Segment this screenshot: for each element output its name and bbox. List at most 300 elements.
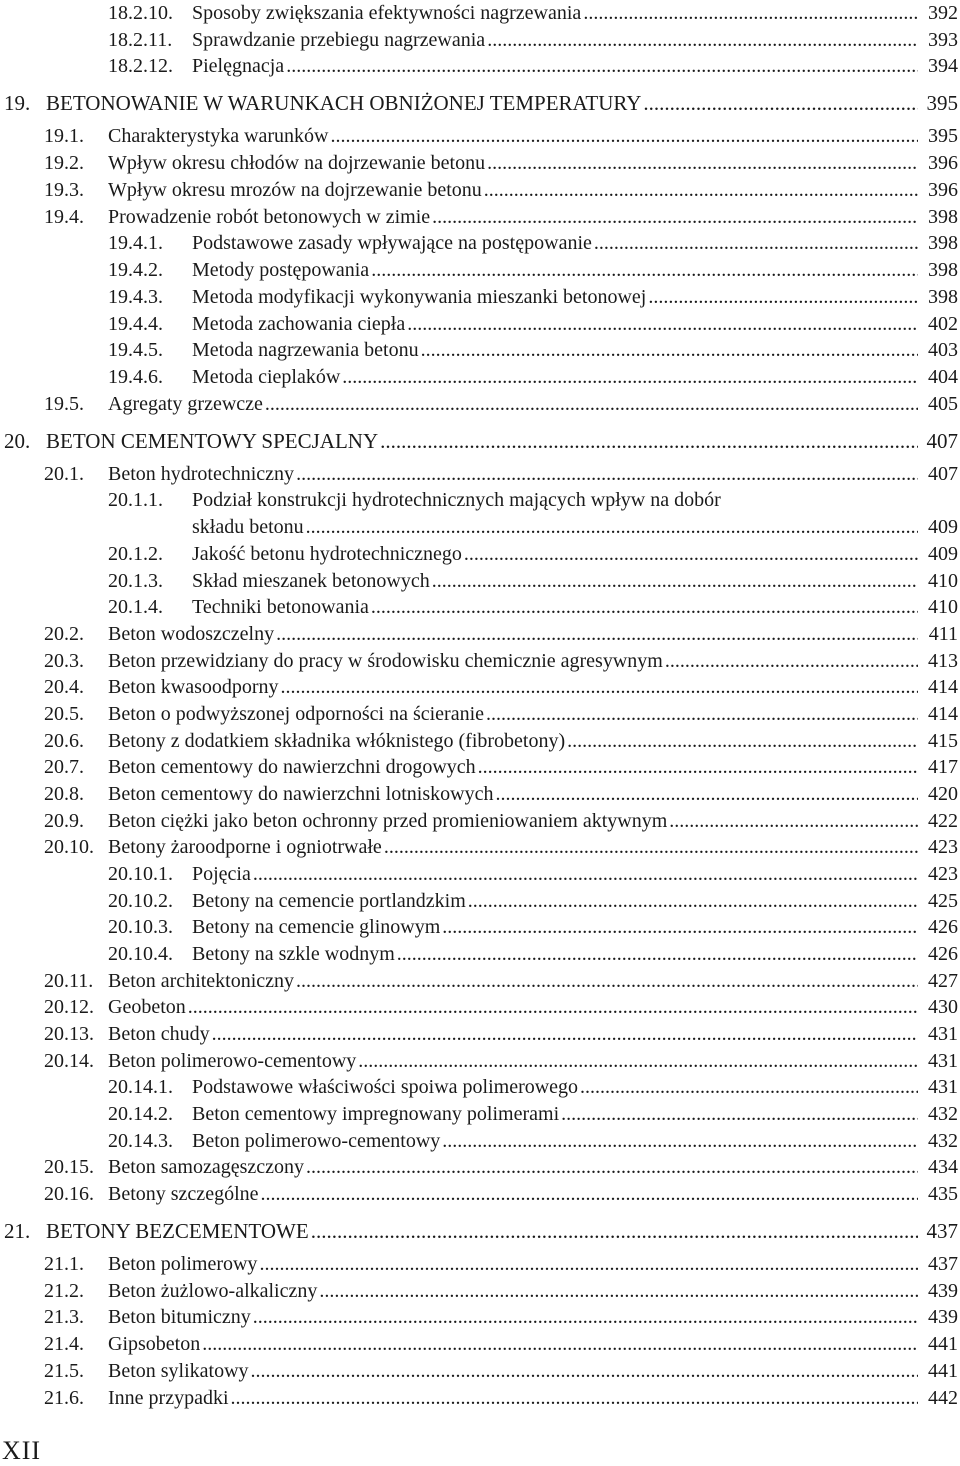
toc-entry-title: Betony z dodatkiem składnika włóknistego (fibrobetony) bbox=[108, 730, 566, 752]
toc-leader-dots bbox=[188, 994, 918, 1020]
toc-entry-row[interactable] bbox=[0, 1181, 960, 1207]
toc-entry-row[interactable] bbox=[0, 861, 960, 887]
toc-page-number: 442 bbox=[928, 1387, 958, 1409]
toc-leader-dots bbox=[487, 150, 918, 176]
toc-entry-title: Betony żaroodporne i ogniotrwałe bbox=[108, 836, 382, 858]
toc-entry-text bbox=[108, 621, 920, 647]
toc-entry-number: 20.10.4. bbox=[108, 943, 173, 965]
toc-entry-text bbox=[192, 53, 920, 79]
toc-page-number: 392 bbox=[928, 2, 958, 24]
toc-entry-title: Beton chudy bbox=[108, 1023, 210, 1045]
toc-leader-dots bbox=[442, 914, 918, 940]
toc-entry-title: Wpływ okresu chłodów na dojrzewanie betonu bbox=[108, 152, 486, 174]
toc-page-number: 420 bbox=[928, 783, 958, 805]
toc-entry-title: Beton polimerowo-cementowy bbox=[192, 1130, 441, 1152]
toc-entry-number: 18.2.10. bbox=[108, 2, 173, 24]
toc-entry-number: 20.1.4. bbox=[108, 596, 163, 618]
toc-entry-number: 20.15. bbox=[44, 1156, 94, 1178]
toc-entry-title: Podział konstrukcji hydrotechnicznych mających wpływ na dobór bbox=[192, 489, 721, 511]
toc-leader-dots bbox=[251, 1358, 918, 1384]
toc-leader-dots bbox=[594, 230, 918, 256]
toc-page-number: 431 bbox=[928, 1076, 958, 1098]
toc-entry-text bbox=[192, 27, 920, 53]
toc-leader-dots bbox=[484, 177, 918, 203]
toc-page-number: 430 bbox=[928, 996, 958, 1018]
toc-entry-number: 20.10. bbox=[44, 836, 94, 858]
toc-entry-number: 19.2. bbox=[44, 152, 84, 174]
toc-entry-title: Beton żużlowo-alkaliczny bbox=[108, 1280, 318, 1302]
toc-page-number: 439 bbox=[928, 1306, 958, 1328]
toc-entry-text bbox=[192, 514, 920, 540]
toc-leader-dots bbox=[487, 27, 918, 53]
toc-entry-text bbox=[108, 968, 920, 994]
toc-entry-row[interactable] bbox=[0, 364, 960, 390]
toc-entry-text bbox=[108, 808, 920, 834]
toc-page-number: 425 bbox=[928, 890, 958, 912]
toc-entry-row[interactable] bbox=[0, 568, 960, 594]
toc-entry-row[interactable] bbox=[0, 257, 960, 283]
toc-entry-row[interactable] bbox=[0, 594, 960, 620]
toc-entry-title: Agregaty grzewcze bbox=[108, 393, 263, 415]
toc-page-number: 410 bbox=[928, 570, 958, 592]
toc-entry-number: 20.14. bbox=[44, 1050, 94, 1072]
toc-entry-title: Betony na cemencie portlandzkim bbox=[192, 890, 466, 912]
toc-page-number: 415 bbox=[928, 730, 958, 752]
toc-entry-text bbox=[192, 861, 920, 887]
toc-entry-row[interactable] bbox=[0, 941, 960, 967]
toc-entry-number: 21.1. bbox=[44, 1253, 84, 1275]
toc-leader-dots bbox=[407, 311, 918, 337]
toc-entry-row[interactable] bbox=[0, 834, 960, 860]
toc-entry-title: Betony szczególne bbox=[108, 1183, 259, 1205]
toc-entry-number: 20. bbox=[4, 429, 31, 453]
toc-entry-text bbox=[192, 1128, 920, 1154]
toc-entry-text bbox=[108, 994, 920, 1020]
toc-entry-text bbox=[192, 364, 920, 390]
toc-entry-title: Beton wodoszczelny bbox=[108, 623, 275, 645]
toc-page-number: 403 bbox=[928, 339, 958, 361]
toc-entry-row[interactable] bbox=[0, 27, 960, 53]
toc-page-number: 423 bbox=[928, 863, 958, 885]
toc-entry-title: Beton kwasoodporny bbox=[108, 676, 279, 698]
toc-page-number: 431 bbox=[928, 1050, 958, 1072]
toc-entry-title: Metoda nagrzewania betonu bbox=[192, 339, 419, 361]
toc-entry-row[interactable] bbox=[0, 204, 960, 230]
toc-entry-number: 20.13. bbox=[44, 1023, 94, 1045]
toc-leader-dots bbox=[567, 728, 918, 754]
toc-leader-dots bbox=[281, 674, 918, 700]
toc-page-number: 437 bbox=[926, 1219, 958, 1243]
toc-entry-number: 20.2. bbox=[44, 623, 84, 645]
toc-entry-row[interactable] bbox=[0, 487, 960, 513]
toc-entry-text bbox=[108, 1154, 920, 1180]
toc-entry-text bbox=[108, 391, 920, 417]
toc-entry-title: Podstawowe właściwości spoiwa polimerowego bbox=[192, 1076, 579, 1098]
toc-entry-number: 20.8. bbox=[44, 783, 84, 805]
toc-entry-row[interactable] bbox=[0, 1128, 960, 1154]
toc-entry-title: składu betonu bbox=[192, 516, 304, 538]
toc-entry-number: 19.4.2. bbox=[108, 259, 163, 281]
toc-leader-dots bbox=[665, 648, 918, 674]
toc-entry-row[interactable] bbox=[0, 123, 960, 149]
toc-entry-title: Betony na cemencie glinowym bbox=[192, 916, 441, 938]
toc-entry-text bbox=[108, 754, 920, 780]
toc-leader-dots bbox=[421, 337, 918, 363]
toc-entry-title: Beton architektoniczny bbox=[108, 970, 295, 992]
toc-page-number: 431 bbox=[928, 1023, 958, 1045]
toc-entry-row[interactable] bbox=[0, 230, 960, 256]
toc-entry-number: 20.16. bbox=[44, 1183, 94, 1205]
toc-entry-number: 21.4. bbox=[44, 1333, 84, 1355]
toc-entry-row[interactable] bbox=[0, 674, 960, 700]
toc-entry-number: 21.5. bbox=[44, 1360, 84, 1382]
toc-entry-row[interactable] bbox=[0, 701, 960, 727]
toc-page-number: 393 bbox=[928, 29, 958, 51]
toc-entry-title: Metoda cieplaków bbox=[192, 366, 341, 388]
toc-entry-title: Techniki betonowania bbox=[192, 596, 369, 618]
toc-entry-number: 20.12. bbox=[44, 996, 94, 1018]
toc-entry-text bbox=[192, 568, 920, 594]
toc-leader-dots bbox=[306, 514, 918, 540]
toc-page-number: 411 bbox=[928, 623, 958, 645]
toc-entry-row[interactable] bbox=[0, 968, 960, 994]
toc-entry-text bbox=[192, 284, 920, 310]
toc-entry-text bbox=[192, 941, 920, 967]
toc-entry-number: 20.1.3. bbox=[108, 570, 163, 592]
toc-entry-row[interactable] bbox=[0, 514, 960, 540]
toc-entry-number: 20.1.2. bbox=[108, 543, 163, 565]
toc-page-number: 441 bbox=[928, 1360, 958, 1382]
toc-entry-row[interactable] bbox=[0, 337, 960, 363]
toc-entry-number: 20.3. bbox=[44, 650, 84, 672]
toc-leader-dots bbox=[442, 1128, 918, 1154]
toc-entry-title: Beton hydrotechniczny bbox=[108, 463, 295, 485]
toc-page-number: 427 bbox=[928, 970, 958, 992]
toc-leader-dots bbox=[342, 364, 918, 390]
toc-entry-text bbox=[108, 648, 920, 674]
toc-entry-number: 20.14.3. bbox=[108, 1130, 173, 1152]
toc-entry-text bbox=[108, 1251, 920, 1277]
toc-entry-row[interactable] bbox=[0, 781, 960, 807]
toc-leader-dots bbox=[468, 888, 918, 914]
toc-page-number: 396 bbox=[928, 152, 958, 174]
toc-entry-row[interactable] bbox=[0, 1278, 960, 1304]
toc-entry-number: 21.3. bbox=[44, 1306, 84, 1328]
toc-leader-dots bbox=[432, 568, 918, 594]
toc-entry-text bbox=[192, 257, 920, 283]
toc-entry-number: 20.6. bbox=[44, 730, 84, 752]
toc-entry-title: Beton przewidziany do pracy w środowisku chemicznie agresywnym bbox=[108, 650, 663, 672]
page-number-roman: XII bbox=[2, 1436, 42, 1465]
toc-entry-title: Sprawdzanie przebiegu nagrzewania bbox=[192, 29, 486, 51]
toc-leader-dots bbox=[380, 428, 918, 454]
toc-entry-title: Beton cementowy do nawierzchni drogowych bbox=[108, 756, 476, 778]
toc-leader-dots bbox=[212, 1021, 918, 1047]
toc-page-number: 405 bbox=[928, 393, 958, 415]
toc-entry-number: 19. bbox=[4, 91, 31, 115]
toc-entry-row[interactable] bbox=[0, 754, 960, 780]
toc-entry-row[interactable] bbox=[0, 1331, 960, 1357]
toc-entry-row[interactable] bbox=[0, 1021, 960, 1047]
toc-entry-title: Metody postępowania bbox=[192, 259, 370, 281]
toc-entry-row[interactable] bbox=[0, 728, 960, 754]
toc-entry-row[interactable] bbox=[0, 1358, 960, 1384]
toc-entry-title: Beton o podwyższonej odporności na ścieranie bbox=[108, 703, 485, 725]
toc-entry-number: 19.3. bbox=[44, 179, 84, 201]
toc-chapter-row[interactable] bbox=[0, 1218, 960, 1244]
toc-page-number: 414 bbox=[928, 676, 958, 698]
toc-entry-number: 19.4.6. bbox=[108, 366, 163, 388]
toc-entry-title: Wpływ okresu mrozów na dojrzewanie betonu bbox=[108, 179, 482, 201]
toc-entry-row[interactable] bbox=[0, 1101, 960, 1127]
toc-entry-row[interactable] bbox=[0, 1385, 960, 1411]
toc-page-number: 423 bbox=[928, 836, 958, 858]
toc-entry-number: 19.5. bbox=[44, 393, 84, 415]
toc-entry-text bbox=[192, 541, 920, 567]
toc-entry-text bbox=[192, 230, 920, 256]
toc-entry-text bbox=[108, 834, 920, 860]
toc-entry-text bbox=[108, 461, 920, 487]
toc-leader-dots bbox=[202, 1331, 918, 1357]
toc-entry-number: 19.4.3. bbox=[108, 286, 163, 308]
toc-leader-dots bbox=[253, 861, 918, 887]
toc-entry-number: 20.10.2. bbox=[108, 890, 173, 912]
toc-entry-number: 20.7. bbox=[44, 756, 84, 778]
toc-entry-row[interactable] bbox=[0, 541, 960, 567]
toc-entry-number: 20.5. bbox=[44, 703, 84, 725]
toc-page-number: 407 bbox=[926, 429, 958, 453]
toc-entry-title: Skład mieszanek betonowych bbox=[192, 570, 430, 592]
toc-entry-title: Beton polimerowo-cementowy bbox=[108, 1050, 357, 1072]
toc-entry-number: 20.10.3. bbox=[108, 916, 173, 938]
toc-entry-number: 20.1.1. bbox=[108, 489, 163, 511]
toc-leader-dots bbox=[643, 90, 918, 116]
toc-entry-title: Inne przypadki bbox=[108, 1387, 229, 1409]
toc-entry-number: 21.6. bbox=[44, 1387, 84, 1409]
toc-entry-title: Prowadzenie robót betonowych w zimie bbox=[108, 206, 431, 228]
toc-entry-number: 20.14.2. bbox=[108, 1103, 173, 1125]
toc-page-number: 432 bbox=[928, 1130, 958, 1152]
toc-leader-dots bbox=[432, 204, 918, 230]
toc-leader-dots bbox=[561, 1101, 918, 1127]
toc-leader-dots bbox=[306, 1154, 918, 1180]
toc-entry-text bbox=[108, 1331, 920, 1357]
toc-page-number: 434 bbox=[928, 1156, 958, 1178]
toc-leader-dots bbox=[319, 1278, 918, 1304]
toc-entry-number: 19.4.1. bbox=[108, 232, 163, 254]
toc-entry-title: Metoda zachowania ciepła bbox=[192, 313, 406, 335]
toc-page-number: 395 bbox=[928, 125, 958, 147]
toc-entry-number: 20.1. bbox=[44, 463, 84, 485]
toc-page-number: 426 bbox=[928, 943, 958, 965]
toc-leader-dots bbox=[261, 1181, 919, 1207]
toc-page-number: 410 bbox=[928, 596, 958, 618]
toc-leader-dots bbox=[371, 257, 918, 283]
toc-page-number: 398 bbox=[928, 286, 958, 308]
toc-leader-dots bbox=[580, 1074, 918, 1100]
toc-entry-row[interactable] bbox=[0, 1154, 960, 1180]
toc-entry-text bbox=[108, 1304, 920, 1330]
toc-entry-title: BETONOWANIE W WARUNKACH OBNIŻONEJ TEMPERATURY bbox=[46, 91, 642, 115]
toc-entry-row[interactable] bbox=[0, 0, 960, 26]
toc-page-number: 394 bbox=[928, 55, 958, 77]
toc-leader-dots bbox=[311, 1218, 918, 1244]
toc-entry-row[interactable] bbox=[0, 284, 960, 310]
toc-entry-text bbox=[108, 1278, 920, 1304]
toc-entry-row[interactable] bbox=[0, 461, 960, 487]
toc-entry-title: Jakość betonu hydrotechnicznego bbox=[192, 543, 462, 565]
toc-entry-text bbox=[108, 123, 920, 149]
toc-entry-text bbox=[192, 594, 920, 620]
toc-page-number: 417 bbox=[928, 756, 958, 778]
toc-leader-dots bbox=[371, 594, 918, 620]
toc-entry-row[interactable] bbox=[0, 621, 960, 647]
toc-chapter-row[interactable] bbox=[0, 90, 960, 116]
toc-leader-dots bbox=[331, 123, 919, 149]
toc-entry-title: Charakterystyka warunków bbox=[108, 125, 329, 147]
toc-entry-number: 20.9. bbox=[44, 810, 84, 832]
toc-entry-text bbox=[108, 674, 920, 700]
toc-entry-text bbox=[192, 487, 920, 513]
toc-entry-number: 20.10.1. bbox=[108, 863, 173, 885]
toc-page-number: 404 bbox=[928, 366, 958, 388]
toc-page-number: 435 bbox=[928, 1183, 958, 1205]
toc-entry-title: Pielęgnacja bbox=[192, 55, 285, 77]
toc-leader-dots bbox=[669, 808, 918, 834]
toc-entry-number: 20.11. bbox=[44, 970, 94, 992]
toc-entry-text bbox=[192, 0, 920, 26]
toc-entry-text bbox=[192, 914, 920, 940]
toc-page-number: 407 bbox=[928, 463, 958, 485]
toc-entry-text bbox=[192, 1074, 920, 1100]
toc-leader-dots bbox=[648, 284, 918, 310]
toc-entry-number: 21. bbox=[4, 1219, 31, 1243]
toc-entry-row[interactable] bbox=[0, 914, 960, 940]
toc-entry-title: Beton cementowy impregnowany polimerami bbox=[192, 1103, 560, 1125]
toc-page-number: 409 bbox=[928, 543, 958, 565]
toc-entry-title: Podstawowe zasady wpływające na postępowanie bbox=[192, 232, 592, 254]
toc-leader-dots bbox=[265, 391, 918, 417]
toc-entry-title: Metoda modyfikacji wykonywania mieszanki betonowej bbox=[192, 286, 647, 308]
toc-entry-row[interactable] bbox=[0, 1251, 960, 1277]
toc-entry-text bbox=[192, 1101, 920, 1127]
toc-entry-text bbox=[108, 1181, 920, 1207]
toc-leader-dots bbox=[358, 1048, 918, 1074]
toc-entry-text bbox=[108, 781, 920, 807]
toc-entry-title: Beton polimerowy bbox=[108, 1253, 258, 1275]
toc-page-number: 395 bbox=[926, 91, 958, 115]
toc-leader-dots bbox=[397, 941, 918, 967]
toc-entry-row[interactable] bbox=[0, 994, 960, 1020]
toc-leader-dots bbox=[478, 754, 918, 780]
toc-entry-title: Beton cementowy do nawierzchni lotniskowych bbox=[108, 783, 494, 805]
toc-entry-row[interactable] bbox=[0, 311, 960, 337]
toc-entry-number: 18.2.12. bbox=[108, 55, 173, 77]
toc-entry-text bbox=[108, 150, 920, 176]
toc-entry-text bbox=[108, 1021, 920, 1047]
toc-chapter-row[interactable] bbox=[0, 428, 960, 454]
toc-leader-dots bbox=[583, 0, 918, 26]
toc-entry-number: 19.1. bbox=[44, 125, 84, 147]
toc-page-number: 413 bbox=[928, 650, 958, 672]
toc-leader-dots bbox=[253, 1304, 918, 1330]
toc-page-number: 432 bbox=[928, 1103, 958, 1125]
toc-page-number: 398 bbox=[928, 232, 958, 254]
toc-page-number: 422 bbox=[928, 810, 958, 832]
toc-leader-dots bbox=[286, 53, 918, 79]
toc-entry-number: 20.4. bbox=[44, 676, 84, 698]
toc-entry-number: 19.4. bbox=[44, 206, 84, 228]
toc-entry-row[interactable] bbox=[0, 1048, 960, 1074]
toc-leader-dots bbox=[495, 781, 918, 807]
toc-entry-title: Sposoby zwiększania efektywności nagrzewania bbox=[192, 2, 582, 24]
toc-entry-title: BETON CEMENTOWY SPECJALNY bbox=[46, 429, 379, 453]
toc-page-number: 441 bbox=[928, 1333, 958, 1355]
toc-entry-title: Betony na szkle wodnym bbox=[192, 943, 395, 965]
toc-entry-row[interactable] bbox=[0, 808, 960, 834]
toc-entry-number: 19.4.5. bbox=[108, 339, 163, 361]
toc-entry-title: Beton samozagęszczony bbox=[108, 1156, 305, 1178]
toc-entry-text bbox=[108, 701, 920, 727]
toc-entry-number: 18.2.11. bbox=[108, 29, 173, 51]
toc-page-number: 426 bbox=[928, 916, 958, 938]
toc-page-number: 396 bbox=[928, 179, 958, 201]
toc-entry-number: 20.14.1. bbox=[108, 1076, 173, 1098]
toc-entry-text bbox=[108, 1048, 920, 1074]
toc-entry-text bbox=[46, 90, 920, 116]
toc-entry-text bbox=[192, 888, 920, 914]
toc-entry-row[interactable] bbox=[0, 150, 960, 176]
toc-page-number: 398 bbox=[928, 206, 958, 228]
toc-entry-title: Geobeton bbox=[108, 996, 186, 1018]
toc-leader-dots bbox=[486, 701, 918, 727]
toc-entry-title: Gipsobeton bbox=[108, 1333, 201, 1355]
toc-entry-title: Pojęcia bbox=[192, 863, 251, 885]
toc-page-number: 437 bbox=[928, 1253, 958, 1275]
toc-entry-number: 21.2. bbox=[44, 1280, 84, 1302]
toc-entry-row[interactable] bbox=[0, 177, 960, 203]
toc-entry-text bbox=[108, 1385, 920, 1411]
toc-entry-text bbox=[108, 177, 920, 203]
toc-entry-row[interactable] bbox=[0, 648, 960, 674]
toc-page-number: 402 bbox=[928, 313, 958, 335]
toc-entry-row[interactable] bbox=[0, 1074, 960, 1100]
toc-leader-dots bbox=[231, 1385, 918, 1411]
toc-entry-text bbox=[192, 337, 920, 363]
toc-entry-text bbox=[192, 311, 920, 337]
toc-entry-text bbox=[108, 1358, 920, 1384]
toc-page-number: 439 bbox=[928, 1280, 958, 1302]
toc-leader-dots bbox=[259, 1251, 918, 1277]
toc-entry-row[interactable] bbox=[0, 391, 960, 417]
toc-entry-text bbox=[108, 728, 920, 754]
toc-entry-title: Beton ciężki jako beton ochronny przed promieniowaniem aktywnym bbox=[108, 810, 668, 832]
toc-leader-dots bbox=[384, 834, 918, 860]
toc-entry-title: BETONY BEZCEMENTOWE bbox=[46, 1219, 309, 1243]
toc-page-number: 409 bbox=[928, 516, 958, 538]
toc-leader-dots bbox=[276, 621, 918, 647]
toc-entry-row[interactable] bbox=[0, 53, 960, 79]
toc-entry-title: Beton sylikatowy bbox=[108, 1360, 249, 1382]
toc-entry-row[interactable] bbox=[0, 1304, 960, 1330]
toc-leader-dots bbox=[296, 968, 918, 994]
toc-entry-number: 19.4.4. bbox=[108, 313, 163, 335]
toc-leader-dots bbox=[296, 461, 918, 487]
toc-page-number: 398 bbox=[928, 259, 958, 281]
toc-entry-row[interactable] bbox=[0, 888, 960, 914]
toc-entry-text bbox=[46, 428, 920, 454]
toc-entry-text bbox=[46, 1218, 920, 1244]
